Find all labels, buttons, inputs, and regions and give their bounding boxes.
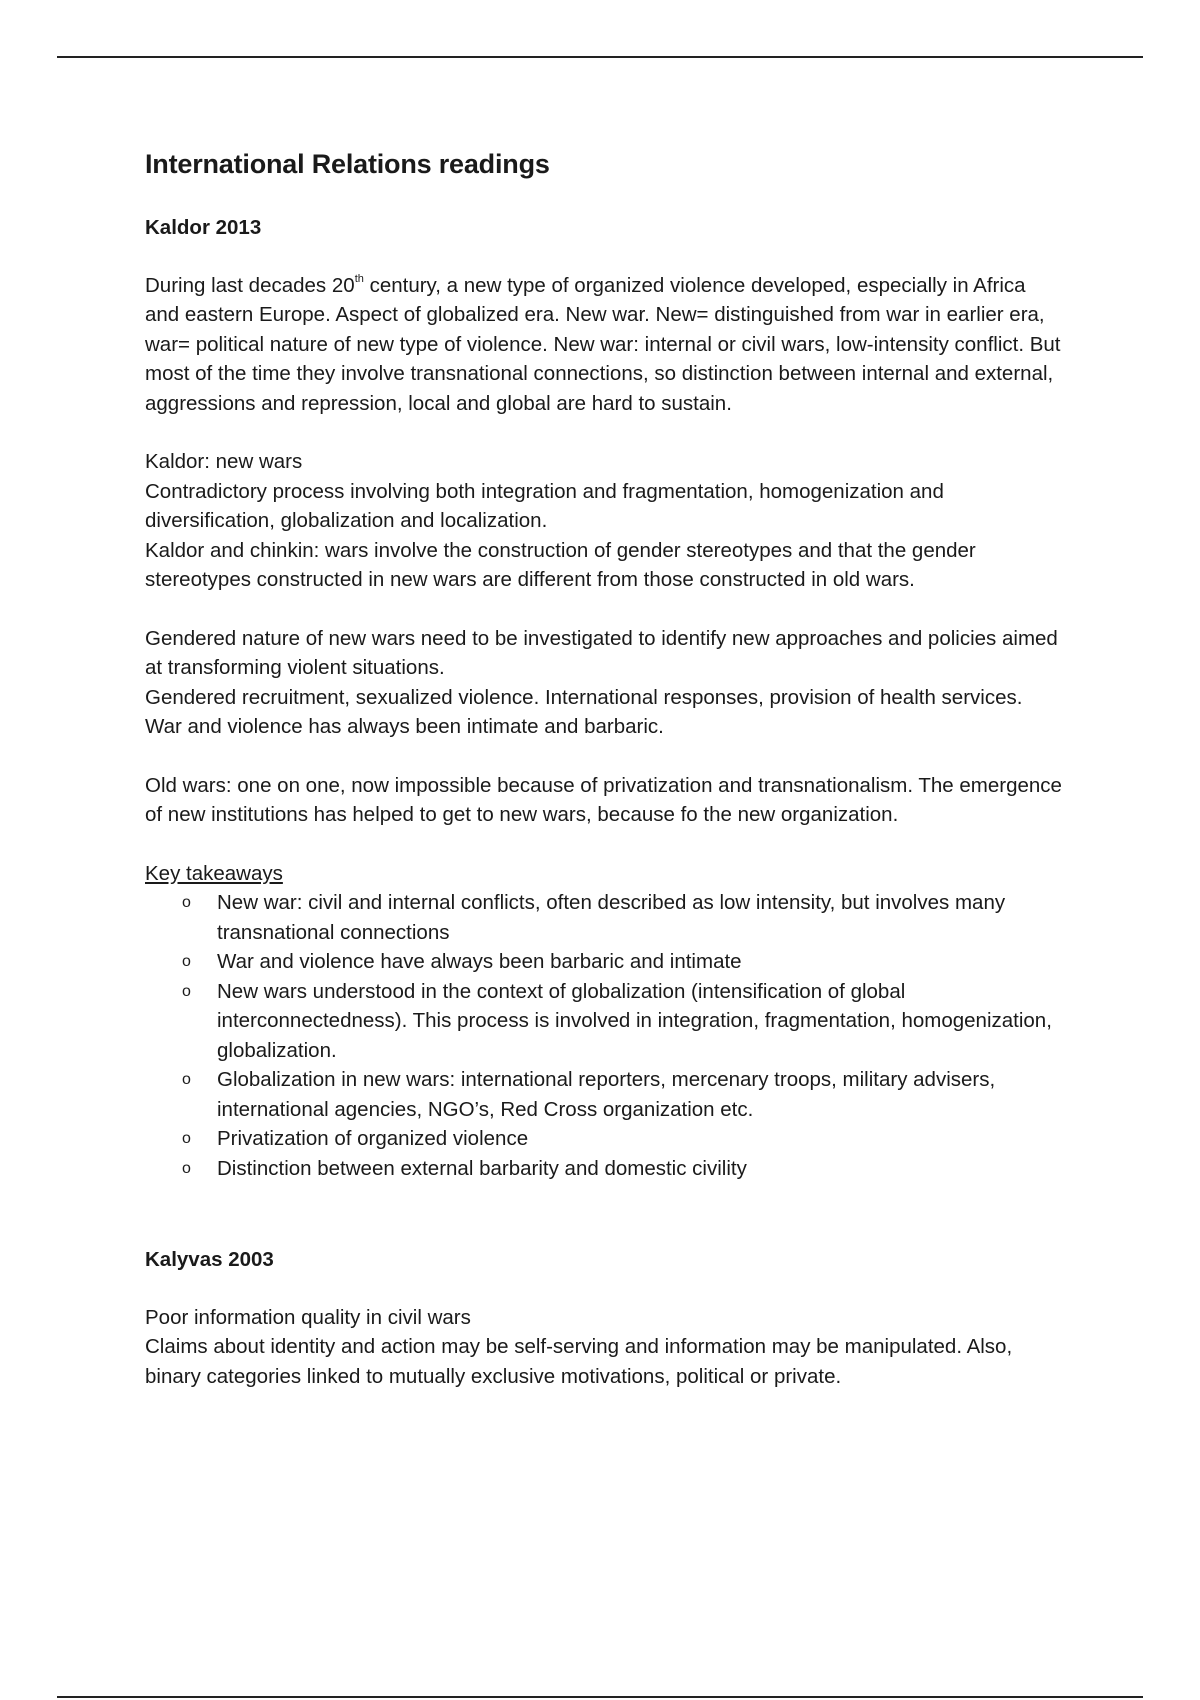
kaldor-intro-paragraph	[145, 271, 1065, 419]
list-item	[182, 977, 1065, 1066]
list-item-text: Globalization in new wars: international reporters, mercenary troops, military advisers, international agencies, NGO’s, Red Cross organization etc.	[217, 1068, 996, 1121]
section-heading-kalyvas: Kalyvas 2003	[145, 1248, 274, 1271]
kaldor-gendered-line: War and violence has always been intimate and barbaric.	[145, 715, 664, 738]
kaldor-new-wars-line: Kaldor and chinkin: wars involve the construction of gender stereotypes and that the gender stereotypes constructed in new wars are different from those constructed in old wars.	[145, 538, 976, 591]
key-takeaways-heading: Key takeaways	[145, 861, 283, 885]
kaldor-gendered-line: Gendered nature of new wars need to be investigated to identify new approaches and policies aimed at transforming violent situations.	[145, 626, 1058, 679]
kaldor-gendered-paragraph	[145, 624, 1065, 742]
kaldor-new-wars-line: Kaldor: new wars	[145, 450, 303, 473]
kaldor-intro-rest: century, a new type of organized violence developed, especially in Africa and eastern Europe. Aspect of globalized era. New war. New= distinguished from war in earlier era, war= political nature of new type of violence. New war: internal or civil wars, low-intensity conflict. But most of the time they involve transnational connections, so distinction between internal and external, aggressions and repression, local and global are hard to sustain.	[145, 273, 1061, 415]
key-takeaways-list	[145, 888, 1065, 1183]
kaldor-new-wars-paragraph	[145, 447, 1065, 595]
list-item-text: New war: civil and internal conflicts, often described as low intensity, but involves many transnational connections	[217, 891, 1006, 944]
list-item-text: Distinction between external barbarity and domestic civility	[217, 1156, 747, 1180]
kaldor-new-wars-line: Contradictory process involving both integration and fragmentation, homogenization and diversification, globalization and localization.	[145, 479, 944, 532]
header-rule	[57, 56, 1143, 58]
kalyvas-paragraph	[145, 1303, 1065, 1392]
kalyvas-line: Poor information quality in civil wars	[145, 1305, 471, 1329]
kaldor-old-wars-paragraph: Old wars: one on one, now impossible because of privatization and transnationalism. The emergence of new institutions has helped to get to new wars, because fo the new organization.	[145, 773, 1062, 826]
list-item-text: War and violence have always been barbaric and intimate	[217, 950, 742, 973]
section-gap	[145, 1183, 1065, 1245]
kaldor-gendered-line: Gendered recruitment, sexualized violence. International responses, provision of health services.	[145, 685, 1023, 709]
list-item-text: New wars understood in the context of globalization (intensification of global interconnectedness). This process is involved in integration, fragmentation, homogenization, globalization.	[217, 979, 1052, 1062]
circle-bullet-icon: o	[182, 894, 191, 911]
circle-bullet-icon: o	[182, 1159, 191, 1177]
kalyvas-line: Claims about identity and action may be self-serving and information may be manipulated. Also, binary categories linked to mutually exclusive motivations, political or private.	[145, 1335, 1013, 1388]
footer-rule	[57, 1696, 1143, 1698]
document-title: International Relations readings	[145, 149, 550, 179]
list-item	[182, 1124, 1065, 1154]
list-item-text: Privatization of organized violence	[217, 1127, 529, 1150]
circle-bullet-icon: o	[182, 953, 191, 970]
document-body	[145, 140, 1065, 1420]
list-item	[182, 888, 1065, 947]
list-item	[182, 1065, 1065, 1124]
circle-bullet-icon: o	[182, 1071, 191, 1088]
list-item	[182, 1154, 1065, 1184]
section-heading-kaldor: Kaldor 2013	[145, 216, 262, 239]
kaldor-intro-start: During last decades 20	[145, 273, 355, 297]
list-item	[182, 947, 1065, 977]
circle-bullet-icon: o	[182, 1130, 191, 1147]
ordinal-superscript: th	[354, 272, 364, 285]
circle-bullet-icon: o	[182, 982, 191, 1000]
